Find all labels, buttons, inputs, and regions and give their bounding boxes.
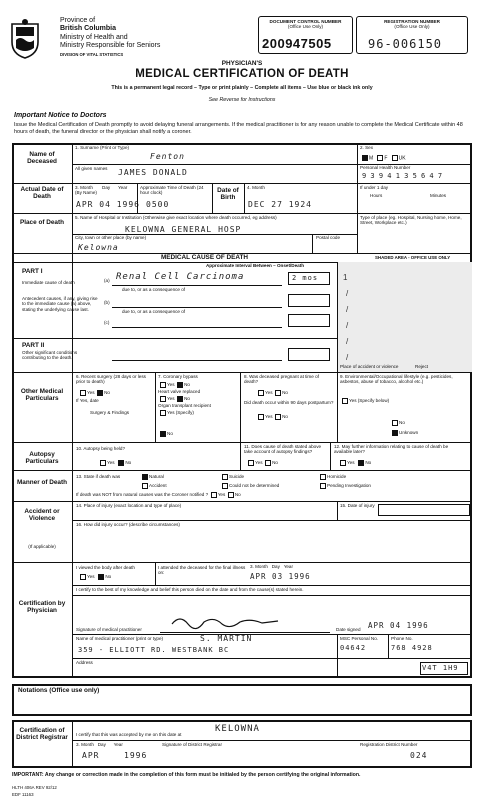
q6-options[interactable]	[80, 390, 110, 396]
no-label: No	[167, 431, 173, 437]
q9-specify-option[interactable]	[342, 398, 389, 404]
q10-label: 10. Autopsy being held?	[76, 446, 126, 451]
registrar-month: APR	[82, 751, 100, 760]
shaded-area-label: SHADED AREA - OFFICE USE ONLY	[375, 255, 451, 260]
q9-unknown-option[interactable]	[392, 430, 418, 436]
q8-options[interactable]	[258, 390, 288, 396]
q8-no-checkbox[interactable]	[275, 390, 281, 396]
sex-options[interactable]	[362, 155, 406, 161]
heart-valve-options[interactable]	[160, 396, 190, 402]
sex-option: F	[384, 155, 388, 162]
accident-label: Accident	[149, 483, 167, 489]
q13-label: 13. State if death was	[76, 474, 121, 479]
given-names-value[interactable]: JAMES DONALD	[118, 168, 188, 177]
no-label: No	[104, 390, 110, 396]
no-label: No	[234, 492, 241, 498]
yes-label: Yes	[87, 390, 95, 396]
q9-no-option[interactable]	[392, 420, 405, 426]
undetermined-checkbox[interactable]	[222, 483, 228, 489]
doc-control-label: DOCUMENT CONTROL NUMBER	[269, 19, 342, 24]
signature-label: Signature of medical practitioner	[76, 627, 142, 632]
pending-checkbox[interactable]	[320, 483, 326, 489]
attended-label: I attended the deceased for the final illness on:	[158, 565, 246, 576]
surgery-findings-label: Surgery & Findings	[90, 410, 130, 415]
phn-value[interactable]: 9 3 9 4 1 3 5 6 4 7	[362, 172, 443, 180]
hospital-value[interactable]: KELOWNA GENERAL HOSP	[125, 225, 242, 234]
death-year-label: Year	[118, 185, 128, 190]
agency-line: Ministry of Health and	[60, 33, 128, 41]
type-of-place-label: Type of place (eg. Hospital, Nursing home, Home, Street, Workplace etc.)	[360, 215, 462, 226]
sex-uk-checkbox[interactable]	[392, 155, 398, 161]
q7-label: 7. Coronary bypass	[158, 374, 198, 379]
viewed-yes-checkbox[interactable]	[80, 574, 86, 580]
bc-crest-logo	[8, 18, 42, 60]
natural-option[interactable]	[142, 474, 164, 480]
q9-no-checkbox[interactable]	[392, 420, 398, 426]
autopsy-section-label: Autopsy Particulars	[25, 451, 59, 466]
q8b-no-checkbox[interactable]	[275, 414, 281, 420]
suicide-checkbox[interactable]	[222, 474, 228, 480]
accident-section-label: Accident or Violence	[24, 508, 60, 523]
q6-no-checkbox[interactable]	[97, 390, 103, 396]
no-label: No	[184, 396, 190, 402]
q7-no-checkbox[interactable]	[177, 382, 183, 388]
other-section-label: Other Medical Particulars	[20, 388, 64, 403]
due-to-label: due to, or as a consequence of	[122, 287, 186, 292]
no-label: No	[105, 574, 112, 580]
notations-label: Notations (Office use only)	[18, 687, 100, 694]
sex-f-checkbox[interactable]	[377, 155, 383, 161]
interval-c-box	[288, 314, 330, 327]
line-b-marker: (b)	[104, 300, 110, 305]
msc-value[interactable]: 04642	[340, 644, 367, 652]
undetermined-option[interactable]	[222, 483, 279, 489]
pending-option[interactable]	[320, 483, 371, 489]
certification-section-label: Certification by Physician	[18, 600, 66, 615]
q12-label: 12. May further information relating to cause of death be available later?	[334, 444, 449, 455]
part2-label: PART II	[22, 342, 45, 349]
page-title: MEDICAL CERTIFICATION OF DEATH	[135, 68, 349, 80]
agency-line: British Columbia	[60, 25, 117, 33]
form-subtitle: This is a permanent legal record – Type or print plainly – Complete all items – Use blue or black ink only	[111, 85, 373, 91]
line-c-marker: (c)	[104, 320, 110, 325]
postal-label: Postal code	[316, 235, 341, 240]
phone-value[interactable]: 768 4928	[391, 644, 433, 652]
death-month-label	[75, 185, 97, 196]
year-label: Year	[283, 564, 294, 569]
q9-yes-checkbox[interactable]	[342, 398, 348, 404]
q9-label: 9. Environmental/Occupational lifestyle (e.g. pesticides, asbestos, abuse of tobacco, alcohol etc.)	[340, 374, 453, 385]
valve-no-checkbox[interactable]	[177, 396, 183, 402]
attended-date-labels	[250, 564, 293, 569]
q8-label: 8. Was deceased pregnant at time of death?	[244, 374, 319, 385]
due-to-label: due to, or as a consequence of	[122, 309, 186, 314]
part2-text: Other significant conditions contributing to the death.	[22, 350, 78, 361]
registrar-district-label: Registration District Number	[360, 742, 418, 747]
suicide-label: Suicide	[229, 474, 245, 480]
doc-control-sub: (Office Use Only)	[287, 24, 324, 30]
cause-line-a[interactable]: Renal Cell Carcinoma	[116, 272, 245, 282]
injury-date-box[interactable]	[378, 504, 470, 516]
registrar-year: 1996	[124, 751, 148, 760]
place-section-label: Place of Death	[19, 219, 65, 226]
organ-no-option[interactable]	[160, 431, 173, 437]
city-value[interactable]: Kelowna	[78, 243, 119, 252]
death-date-value[interactable]: APR 04 1996	[76, 200, 140, 209]
sex-option: UK	[398, 155, 406, 162]
immediate-cause-label: Immediate cause of death	[22, 280, 75, 285]
q8b-label: Did death occur within 90 days postpartum?	[244, 400, 334, 405]
q7-options[interactable]	[160, 382, 190, 388]
day-label: Day	[97, 742, 106, 747]
specify-label: Yes (Specify)	[167, 410, 194, 416]
registrar-place: KELOWNA	[215, 724, 260, 734]
registrar-date-labels	[76, 742, 123, 747]
registrar-signature-label: Signature of District Registrar	[162, 742, 222, 747]
no-label: No	[184, 382, 190, 388]
unknown-label: Unknown	[399, 430, 419, 436]
city-label: City, town or other place (by name)	[75, 235, 147, 240]
postal-code-value[interactable]: V4T 1H9	[422, 664, 459, 672]
sex-m-checkbox[interactable]	[362, 155, 368, 161]
important-footer: IMPORTANT: Any change or correction made in the completion of this form must be initialed by the person certifying the original information.	[12, 772, 361, 778]
homicide-option[interactable]	[320, 474, 346, 480]
valve-yes-checkbox[interactable]	[160, 396, 166, 402]
notice-text: Issue the Medical Certification of Death promptly to avoid delaying funeral arrangements. If the medical practitioner is for any reason unable to complete the Medical Certificate within 48 hours of death, the funeral director or the physician shall notify a coroner.	[14, 122, 463, 135]
certify-statement: I certify to the best of my knowledge and belief this person died on the date and from the cause(s) stated herein.	[76, 587, 304, 592]
month-label: 3. Month	[76, 742, 94, 747]
q14-label: 14. Place of injury (exact location and type of place)	[76, 503, 182, 508]
homicide-label: Homicide	[327, 474, 347, 480]
registrar-district-value: 024	[410, 751, 428, 760]
attended-date-value[interactable]: APR 03 1996	[250, 572, 311, 581]
death-time-label: Approximate Time of Death (24 hour clock)	[140, 185, 204, 196]
q11-no-checkbox[interactable]	[265, 460, 271, 466]
q10-no-checkbox[interactable]	[118, 460, 124, 466]
under-day-label: If under 1 day	[360, 185, 389, 190]
coroner-no-checkbox[interactable]	[228, 492, 234, 498]
interval-label: Approximate Interval Between – Onset/Death	[205, 263, 305, 268]
reg-number: 96-006150	[368, 37, 443, 51]
hospital-label: 5. Name of Hospital or Institution (Otherwise give exact location where death occurred, eg address)	[75, 215, 277, 220]
viewed-label: I viewed the body after death	[76, 565, 135, 570]
day-label: Day	[271, 564, 280, 569]
viewed-no-checkbox[interactable]	[98, 574, 104, 580]
yes-label: Yes	[265, 414, 273, 420]
agency-line: Province of	[60, 17, 96, 24]
q8b-options[interactable]	[258, 414, 288, 420]
address-label: Address	[76, 660, 93, 665]
accident-place-label: Place of accident or violence	[340, 364, 399, 369]
q9-unknown-checkbox[interactable]	[392, 430, 398, 436]
viewed-options[interactable]	[80, 574, 111, 580]
q11-label: 11. Does cause of death stated above take account of autopsy findings?	[244, 444, 322, 455]
q15-label: 15. Date of injury	[340, 503, 375, 508]
yes-label: Yes	[167, 396, 175, 402]
organ-no-checkbox[interactable]	[160, 431, 166, 437]
antecedent-label: Antecedent causes, if any, giving rise to the immediate cause (a) above, stating the underlying cause last.	[22, 296, 98, 312]
registrar-certify: I certify that this was accepted by me on this date at	[76, 732, 182, 737]
practitioner-name-label: Name of medical practitioner (print or type)	[76, 636, 164, 641]
office-slashes: 1 / / / / /	[343, 273, 349, 362]
sex-option: M	[369, 155, 374, 162]
reject-label: Reject	[415, 364, 429, 369]
no-label: No	[272, 460, 278, 466]
form-code: HLTH 406A REV 92/12	[12, 785, 57, 790]
agency-name	[60, 17, 160, 50]
organ-options[interactable]	[160, 410, 194, 416]
no-label: No	[399, 420, 405, 426]
no-label: No	[365, 460, 372, 466]
suicide-option[interactable]	[222, 474, 244, 480]
q12-options[interactable]	[340, 460, 371, 466]
date-signed-value[interactable]: APR 04 1996	[368, 621, 429, 630]
part1-label: PART I	[22, 268, 43, 275]
q6-label: 6. Recent surgery (28 days or less prior to death)	[76, 374, 146, 385]
yes-label: Yes	[265, 390, 273, 396]
death-day-label: Day	[102, 185, 111, 190]
pending-label: Pending Investigation	[327, 483, 371, 489]
heart-valve-label: Heart valve replaced	[158, 389, 201, 394]
accident-checkbox[interactable]	[142, 483, 148, 489]
q7-yes-checkbox[interactable]	[160, 382, 166, 388]
yes-label: Yes	[347, 460, 355, 466]
coroner-label: If death was NOT from natural causes was the Coroner notified ?	[76, 492, 209, 498]
interval-part2-box	[288, 348, 330, 361]
reverse-instructions: See Reverse for Instructions	[208, 97, 276, 103]
organ-yes-checkbox[interactable]	[160, 410, 166, 416]
q11-options[interactable]	[248, 460, 278, 466]
interval-b-box	[288, 294, 330, 307]
yes-label: Yes	[255, 460, 263, 466]
no-label: No	[282, 414, 288, 420]
yes-label: Yes	[87, 574, 95, 580]
q12-no-checkbox[interactable]	[358, 460, 364, 466]
no-label: No	[125, 460, 132, 466]
death-date-section-label: Actual Date of Death	[20, 186, 64, 201]
yes-label: Yes	[167, 382, 175, 388]
division-label: DIVISION OF VITAL STATISTICS	[60, 52, 124, 57]
manner-section-label: Manner of Death	[16, 479, 68, 486]
doc-control-number: 200947505	[262, 36, 332, 51]
deceased-section-label: Name of Deceased	[27, 151, 57, 166]
undetermined-label: Could not be determined	[229, 483, 280, 489]
line-a-marker: (a)	[104, 278, 110, 283]
q12-yes-checkbox[interactable]	[340, 460, 346, 466]
reg-number-label: REGISTRATION NUMBER	[384, 19, 440, 24]
q10-options[interactable]	[100, 460, 131, 466]
phn-label: Personal Health Number	[360, 165, 411, 170]
coroner-question	[76, 492, 241, 498]
interval-a-value[interactable]: 2 mos	[292, 274, 319, 282]
q6-date-label: If Yes, date	[76, 398, 99, 403]
birth-date-section-label: Date of Birth	[217, 187, 239, 202]
practitioner-name-value[interactable]: S. MARTIN	[200, 634, 253, 643]
birth-date-value[interactable]: DEC 27 1924	[248, 200, 312, 209]
cause-heading: MEDICAL CAUSE OF DEATH	[160, 254, 249, 261]
no-label: No	[282, 390, 288, 396]
physician-signature[interactable]	[170, 612, 280, 632]
q10-yes-checkbox[interactable]	[100, 460, 106, 466]
month-sub: (By Name)	[75, 190, 97, 196]
hours-label: Hours	[370, 193, 383, 198]
accident-option[interactable]	[142, 483, 167, 489]
q8b-yes-checkbox[interactable]	[258, 414, 264, 420]
death-time-value[interactable]: 0500	[146, 200, 170, 209]
form-code-2: EDF 11163	[12, 792, 34, 797]
q6-yes-checkbox[interactable]	[80, 390, 86, 396]
yes-label: Yes	[107, 460, 115, 466]
organ-label: Organ transplant recipient	[158, 403, 211, 408]
q16-label: 16. How did injury occur? (describe circumstances)	[76, 522, 180, 527]
msc-label: MSC Personal No.	[340, 636, 379, 641]
given-names-label: All given names	[75, 166, 108, 171]
registrar-section-label: Certification of District Registrar	[16, 727, 68, 742]
reg-number-sub: (Office Use Only)	[394, 24, 430, 30]
natural-label: Natural	[149, 474, 164, 480]
yes-label: Yes	[217, 492, 226, 498]
homicide-checkbox[interactable]	[320, 474, 326, 480]
accident-section-sub: (If applicable)	[28, 544, 56, 549]
natural-checkbox[interactable]	[142, 474, 148, 480]
q9-specify-label: Yes (Specify below)	[349, 398, 390, 404]
surname-label: 1. Surname (Print or Type)	[75, 145, 130, 150]
month-label: 3. Month	[250, 564, 268, 569]
phone-label: Phone No.	[391, 636, 413, 641]
sex-label: 2. Sex	[360, 145, 374, 150]
minutes-label: Minutes	[430, 193, 447, 198]
physicians-label: PHYSICIAN'S	[221, 60, 263, 67]
coroner-yes-checkbox[interactable]	[211, 492, 217, 498]
shaded-office-area	[337, 262, 472, 372]
notice-heading: Important Notice to Doctors	[14, 112, 107, 119]
date-signed-label: Date signed	[336, 627, 361, 632]
q11-yes-checkbox[interactable]	[248, 460, 254, 466]
q8-yes-checkbox[interactable]	[258, 390, 264, 396]
agency-line: Ministry Responsible for Seniors	[60, 41, 161, 49]
practitioner-address-value[interactable]: 359 - ELLIOTT RD. WESTBANK BC	[78, 646, 230, 654]
surname-value[interactable]: Fenton	[150, 152, 185, 161]
year-label: Year	[113, 742, 123, 747]
month-label: 3. Month	[75, 185, 93, 190]
birth-month-label: 4. Month	[247, 185, 265, 190]
